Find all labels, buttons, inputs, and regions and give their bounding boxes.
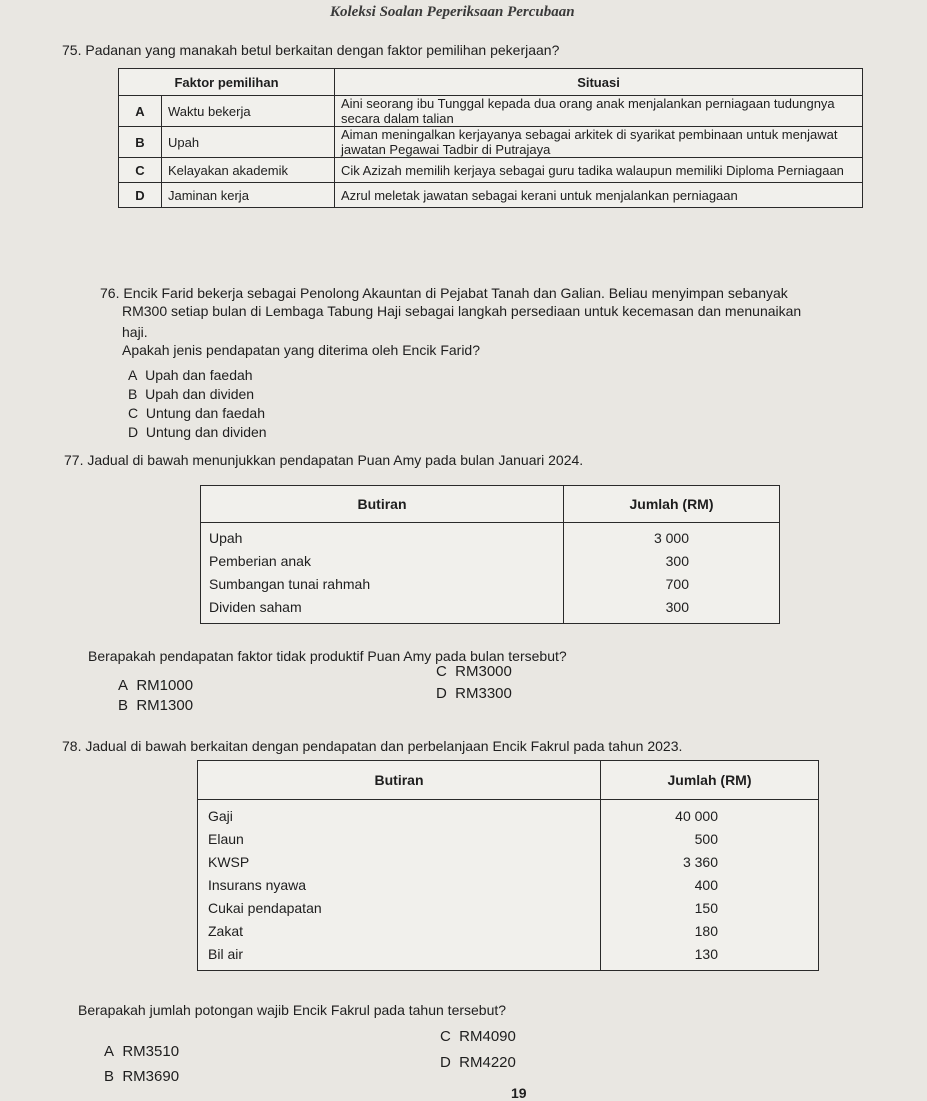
- option-letter: B: [128, 386, 138, 402]
- q75-col-situation: Situasi: [335, 69, 863, 96]
- q76-question: Apakah jenis pendapatan yang diterima oleh Encik Farid?: [122, 342, 481, 358]
- q76-option-b[interactable]: [128, 385, 267, 404]
- option-text: RM3510: [122, 1043, 180, 1060]
- q75-text: Padanan yang manakah betul berkaitan dengan faktor pemilihan pekerjaan?: [85, 42, 560, 58]
- q75-table: [118, 68, 863, 208]
- option-text: Upah dan faedah: [145, 367, 253, 383]
- q75-row-factor: Jaminan kerja: [162, 183, 335, 208]
- q75-row-label: A: [119, 96, 162, 127]
- q77-option-b[interactable]: B RM1300: [118, 697, 194, 714]
- q77-item: Sumbangan tunai rahmah: [209, 576, 371, 592]
- q78-amount: 40 000: [675, 807, 718, 824]
- q76-line1: [100, 285, 788, 301]
- q76-option-d[interactable]: [128, 423, 267, 442]
- q78-amount: 400: [694, 876, 718, 893]
- q76-options: [128, 366, 267, 442]
- q78-item: Gaji: [208, 807, 233, 824]
- q77-number: 77.: [64, 452, 84, 468]
- q77-question: Berapakah pendapatan faktor tidak produktif Puan Amy pada bulan tersebut?: [88, 648, 567, 664]
- q77-item: Upah: [209, 530, 243, 546]
- page-number: 19: [511, 1085, 527, 1101]
- q78-item: Insurans nyawa: [208, 876, 307, 893]
- q75-header-row: [119, 69, 863, 96]
- option-text: Untung dan dividen: [145, 424, 267, 440]
- option-text: Upah dan dividen: [145, 386, 255, 402]
- q75-row-a: [119, 96, 863, 127]
- q76-option-a[interactable]: [128, 366, 267, 385]
- q78-option-d[interactable]: D RM4220: [440, 1054, 516, 1071]
- q78-item: KWSP: [208, 853, 250, 870]
- q78-item: Cukai pendapatan: [208, 899, 322, 916]
- q78-col-item: Butiran: [198, 761, 601, 800]
- option-text: RM3300: [455, 685, 512, 702]
- q77-option-d[interactable]: D RM3300: [436, 685, 512, 702]
- q78-option-c[interactable]: C RM4090: [440, 1028, 516, 1045]
- q78-option-a[interactable]: A RM3510: [104, 1043, 180, 1060]
- q78-number: 78.: [62, 738, 82, 754]
- q75-stem: [62, 42, 559, 58]
- q77-option-c[interactable]: C RM3000: [436, 663, 512, 680]
- q77-items-cell: [201, 523, 564, 624]
- q76-line1-text: Encik Farid bekerja sebagai Penolong Akauntan di Pejabat Tanah dan Galian. Beliau menyimpan sebanyak: [123, 285, 788, 301]
- q78-item: Elaun: [208, 830, 244, 847]
- option-text: Untung dan faedah: [145, 405, 266, 421]
- q77-item: Dividen saham: [209, 599, 302, 615]
- q78-amount: 3 360: [682, 853, 718, 870]
- q76-line3: haji.: [122, 324, 148, 340]
- option-text: RM1000: [136, 677, 194, 694]
- q77-item: Pemberian anak: [209, 553, 311, 569]
- q78-table: [197, 760, 819, 971]
- q75-row-b: [119, 127, 863, 158]
- q78-amount: 130: [694, 945, 718, 962]
- q78-amounts-cell: [601, 800, 819, 971]
- page-header: Koleksi Soalan Peperiksaan Percubaan: [330, 4, 575, 20]
- q75-col-factor: Faktor pemilihan: [119, 69, 335, 96]
- q78-amount: 150: [694, 899, 718, 916]
- q78-amount: 180: [694, 922, 718, 939]
- q77-stem: [64, 452, 583, 468]
- q76-number: 76.: [100, 285, 120, 301]
- q77-body-row: [201, 523, 780, 624]
- q76-line2: RM300 setiap bulan di Lembaga Tabung Haji sebagai langkah persediaan untuk kecemasan dan menunaikan: [122, 303, 802, 319]
- q75-row-factor: Upah: [162, 127, 335, 158]
- q75-row-label: B: [119, 127, 162, 158]
- q77-amount: 700: [665, 576, 689, 592]
- option-text: RM3000: [455, 663, 512, 680]
- q78-amount: 500: [694, 830, 718, 847]
- q76-option-c[interactable]: [128, 404, 267, 423]
- q77-option-a[interactable]: A RM1000: [118, 677, 194, 694]
- q77-table: [200, 485, 780, 624]
- q78-header-row: [198, 761, 819, 800]
- q77-header-row: [201, 486, 780, 523]
- q78-item: Bil air: [208, 945, 244, 962]
- q78-items-cell: [198, 800, 601, 971]
- option-text: RM4090: [459, 1028, 516, 1045]
- option-text: RM1300: [136, 697, 194, 714]
- q75-row-label: D: [119, 183, 162, 208]
- q77-text: Jadual di bawah menunjukkan pendapatan Puan Amy pada bulan Januari 2024.: [87, 452, 584, 468]
- q75-row-situation: Azrul meletak jawatan sebagai kerani untuk menjalankan perniagaan: [335, 183, 863, 208]
- q75-row-factor: Waktu bekerja: [162, 96, 335, 127]
- option-letter: A: [128, 367, 138, 383]
- q78-text: Jadual di bawah berkaitan dengan pendapatan dan perbelanjaan Encik Fakrul pada tahun 2023.: [85, 738, 683, 754]
- q78-col-amount: Jumlah (RM): [601, 761, 819, 800]
- option-letter: C: [128, 405, 139, 421]
- q77-amounts-cell: [564, 523, 780, 624]
- q77-amount: 3 000: [653, 530, 689, 546]
- q78-option-b[interactable]: B RM3690: [104, 1068, 180, 1085]
- q75-row-factor: Kelayakan akademik: [162, 158, 335, 183]
- q78-body-row: [198, 800, 819, 971]
- q75-row-situation: Cik Azizah memilih kerjaya sebagai guru tadika walaupun memiliki Diploma Perniagaan: [335, 158, 863, 183]
- option-text: RM3690: [122, 1068, 180, 1085]
- q77-amount: 300: [665, 599, 689, 615]
- q75-row-label: C: [119, 158, 162, 183]
- option-text: RM4220: [459, 1054, 516, 1071]
- q78-item: Zakat: [208, 922, 244, 939]
- q75-number: 75.: [62, 42, 82, 58]
- q75-row-d: [119, 183, 863, 208]
- q77-col-item: Butiran: [201, 486, 564, 523]
- q78-question: Berapakah jumlah potongan wajib Encik Fakrul pada tahun tersebut?: [78, 1002, 507, 1018]
- q77-amount: 300: [665, 553, 689, 569]
- q75-row-situation: Aiman meningalkan kerjayanya sebagai arkitek di syarikat pembinaan untuk menjawat jawatan Pegawai Tadbir di Putrajaya: [335, 127, 863, 158]
- q75-row-c: [119, 158, 863, 183]
- q77-col-amount: Jumlah (RM): [564, 486, 780, 523]
- q75-row-situation: Aini seorang ibu Tunggal kepada dua orang anak menjalankan perniagaan tudungnya secara dalam talian: [335, 96, 863, 127]
- q78-stem: [62, 738, 682, 754]
- option-letter: D: [128, 424, 139, 440]
